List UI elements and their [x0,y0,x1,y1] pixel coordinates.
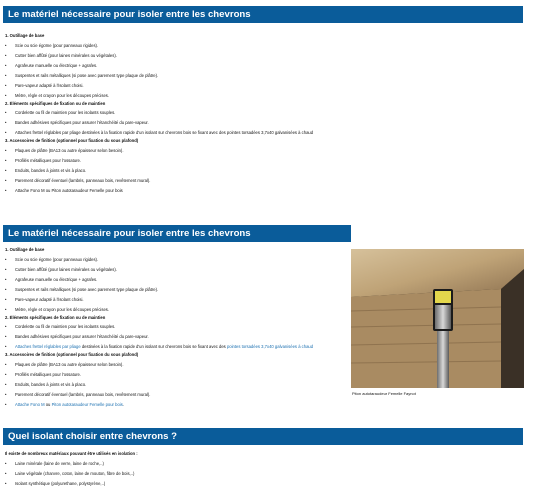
list-item-text: destinées à la fixation rapide d'un isolant sur chevrons bois se fixant avec des [80,344,227,349]
section-2-banner [3,225,351,242]
list-item: • Suspentes et rails métalliques (si pose avec parement type plaque de plâtre). [5,287,350,292]
section-3-content [5,451,520,486]
list-item: • Enduits, bandes à joints et vis à placo. [5,168,520,173]
section-1-heading-3: 3. Accessoires de finition (optionnel pour fixation du sous plafond) [5,138,139,143]
section-2-content [5,247,350,407]
section-2-heading-2: 2. Éléments spécifiques de fixation ou de maintien [5,314,106,320]
pointes-torsadees-link[interactable]: pointes torsadées 3,7x40 galvanisées à chaud [226,344,314,349]
list-item: • Attaches frettel réglables par pliage destinées à la fixation rapide d'un isolant sur chevrons bois se fixant avec des pointes torsadées 3,7x40 galvanisées à chaud [5,130,520,135]
list-item: • Suspentes et rails métalliques (si pose avec parement type plaque de plâtre). [5,73,520,78]
list-item: • Mètre, règle et crayon pour les découpes précises. [5,93,520,98]
section-1-list-3 [5,148,520,193]
list-item-text: ou [44,401,52,407]
section-2-list-3 [5,362,350,407]
list-item: • Bandes adhésives spécifiques pour assurer l'étanchéité du pare-vapeur. [5,334,350,339]
list-item: • Plaques de plâtre (BA13 ou autre épaisseur selon besoin). [5,362,350,367]
list-item [5,402,350,407]
piton-autotaraudeur-link[interactable]: Piton autotaraudeur Femelle pour bois [51,401,123,407]
list-item: • Isolant synthétique (polyurethane, polystyrène,..) [5,481,520,486]
list-item: • Cordelette ou fil de maintien pour les isolants souples. [5,324,350,329]
section-2-list-2 [5,324,350,349]
section-1-list-2 [5,110,520,135]
section-3-intro: Il existe de nombreux matériaux pouvant être utilisés en isolation : [5,451,138,456]
section-2-heading-1: 1. Outillage de base [5,247,45,252]
list-item: • Parement décoratif éventuel (lambris, panneaux bois, revêtement mural). [5,392,350,397]
section-3-title: Quel isolant choisir entre chevrons ? [8,431,178,442]
section-1-content [5,33,520,193]
list-item: • Enduits, bandes à joints et vis à placo. [5,382,350,387]
list-item: • Laine minérale (laine de verre, laine de roche,..) [5,461,520,466]
section-3-banner [3,428,523,445]
section-1-heading-1: 1. Outillage de base [5,33,45,38]
list-item: • Agrafeuse manuelle ou électrique + agrafes. [5,63,520,68]
list-item: • Parement décoratif éventuel (lambris, panneaux bois, revêtement mural). [5,178,520,183]
list-item: • Attache Fono M ou Piton autotaraudeur Femelle pour bois [5,188,520,193]
list-item: • Cordelette ou fil de maintien pour les isolants souples. [5,110,520,115]
list-item: • Profilés métalliques pour l'ossature. [5,158,520,163]
section-1-heading-2: 2. Éléments spécifiques de fixation ou de maintien [5,100,106,106]
list-item-tail: . [122,401,124,407]
list-item: • Plaques de plâtre (BA13 ou autre épaisseur selon besoin). [5,148,520,153]
product-photo-caption: Piton autotaraudeur Femelle Faynot [352,391,416,396]
list-item: • Profilés métalliques pour l'ossature. [5,372,350,377]
list-item: • Pare-vapeur adapté à l'isolant choisi. [5,297,350,302]
list-item: • Mètre, règle et crayon pour les découpes précises. [5,307,350,312]
list-item: • Laine végétale (chanvre, coton, laine de mouton, fibre de bois,..) [5,471,520,476]
attaches-frettel-link[interactable]: Attaches frettel réglables par pliage [15,344,81,349]
section-2-heading-3: 3. Accessoires de finition (optionnel pour fixation du sous plafond) [5,352,139,357]
list-item: • Agrafeuse manuelle ou électrique + agrafes. [5,277,350,282]
list-item: • Pare-vapeur adapté à l'isolant choisi. [5,83,520,88]
list-item [5,344,350,349]
section-1-banner [3,6,523,23]
list-item: • Cutter bien affûté (pour laines minérales ou végétales). [5,53,520,58]
list-item: • Bandes adhésives spécifiques pour assurer l'étanchéité du pare-vapeur. [5,120,520,125]
section-1-list-1 [5,43,520,98]
product-photo [351,249,524,388]
section-3-list [5,461,520,486]
attache-fono-link[interactable]: Attache Fono M [15,401,45,407]
list-item: • Scie ou scie égoïne (pour panneaux rigides). [5,257,350,262]
list-item: • Scie ou scie égoïne (pour panneaux rigides). [5,43,520,48]
section-2-list-1 [5,257,350,312]
section-2-title: Le matériel nécessaire pour isoler entre les chevrons [8,228,251,239]
list-item: • Cutter bien affûté (pour laines minérales ou végétales). [5,267,350,272]
section-1-title: Le matériel nécessaire pour isoler entre les chevrons [8,9,251,20]
